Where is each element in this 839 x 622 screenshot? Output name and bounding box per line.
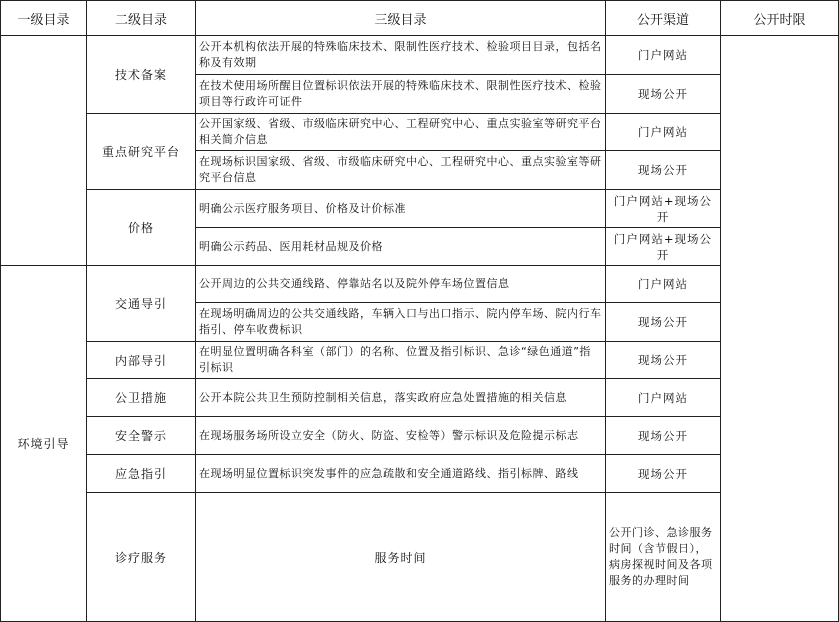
header-channel: 公开渠道 [606, 1, 721, 36]
channel-cell: 门户网站 [606, 266, 721, 303]
channel-cell: 现场公开 [606, 151, 721, 190]
level2-cell [87, 114, 196, 190]
level2-label: 安全警示 [114, 429, 167, 443]
table-row [1, 417, 839, 455]
channel-cell: 现场公开 [606, 303, 721, 342]
table-row [1, 379, 839, 417]
level2-label: 公卫措施 [114, 391, 167, 405]
level3-cell: 在技术使用场所醒目位置标识依法开展的特殊临床技术、限制性医疗技术、检验项目等行政许可证件 [196, 75, 606, 114]
level2-label: 价格 [127, 221, 154, 235]
level1-cell: 诊疗服务 [87, 493, 196, 622]
table-row [1, 114, 839, 151]
level2-cell [87, 36, 196, 114]
header-row [1, 1, 839, 36]
header-level2: 二级目录 [87, 1, 196, 36]
level3-cell: 在现场明显位置标识突发事件的应急疏散和安全通道路线、指引标牌、路线 [196, 455, 606, 493]
channel-cell: 门户网站+现场公开 [606, 190, 721, 228]
channel-cell: 门户网站 [606, 36, 721, 75]
level1-cell: 环境引导 [1, 266, 87, 622]
table-row [1, 36, 839, 75]
table-row [1, 455, 839, 493]
level3-cell: 公开门诊、急诊服务时间（含节假日），病房探视时间及各项服务的办理时间 [606, 493, 721, 622]
level2-label: 内部导引 [114, 353, 167, 368]
level3-cell: 明确公示药品、医用耗材品规及价格 [196, 228, 606, 266]
level3-cell: 公开本院公共卫生预防控制相关信息，落实政府应急处置措施的相关信息 [196, 379, 606, 417]
level2-cell [87, 455, 196, 493]
level2-cell [87, 342, 196, 379]
channel-cell: 现场公开 [606, 75, 721, 114]
level3-cell: 公开周边的公共交通线路、停靠站名以及院外停车场位置信息 [196, 266, 606, 303]
level3-cell: 明确公示医疗服务项目、价格及计价标准 [196, 190, 606, 228]
channel-cell: 现场公开 [606, 342, 721, 379]
table-row [1, 342, 839, 379]
table-row [1, 266, 839, 303]
table-row [1, 493, 839, 622]
level3-cell: 公开本机构依法开展的特殊临床技术、限制性医疗技术、检验项目目录，包括名称及有效期 [196, 36, 606, 75]
time-limit-cell [721, 36, 839, 622]
level2-cell [87, 190, 196, 266]
channel-cell: 门户网站 [606, 379, 721, 417]
level3-cell: 在现场明确周边的公共交通线路，车辆入口与出口指示、院内停车场、院内行车指引、停车收费标识 [196, 303, 606, 342]
level2-label: 应急指引 [114, 467, 167, 481]
channel-cell: 现场公开 [606, 417, 721, 455]
level2-cell [87, 379, 196, 417]
header-time-limit: 公开时限 [721, 1, 839, 36]
channel-cell: 现场公开 [606, 455, 721, 493]
header-level1: 一级目录 [1, 1, 87, 36]
table-row [1, 190, 839, 228]
level3-cell: 在现场标识国家级、省级、市级临床研究中心、工程研究中心、重点实验室等研究平台信息 [196, 151, 606, 190]
level3-cell: 在现场服务场所设立安全（防火、防盗、安检等）警示标识及危险提示标志 [196, 417, 606, 455]
level2-label: 技术备案 [114, 68, 167, 82]
level3-cell: 公开国家级、省级、市级临床研究中心、工程研究中心、重点实验室等研究平台相关简介信息 [196, 114, 606, 151]
header-level3: 三级目录 [196, 1, 606, 36]
level2-label: 交通导引 [114, 297, 167, 311]
channel-cell: 门户网站+现场公开 [606, 228, 721, 266]
level2-label: 重点研究平台 [101, 145, 180, 159]
level2-cell [87, 417, 196, 455]
level2-cell [196, 493, 606, 622]
channel-cell: 门户网站 [606, 114, 721, 151]
level3-cell: 在明显位置明确各科室（部门）的名称、位置及指引标识、急诊“绿色通道”指引标识 [196, 342, 606, 379]
level2-cell [87, 266, 196, 342]
level2-label: 服务时间 [374, 550, 427, 565]
level1-cell [1, 36, 87, 266]
